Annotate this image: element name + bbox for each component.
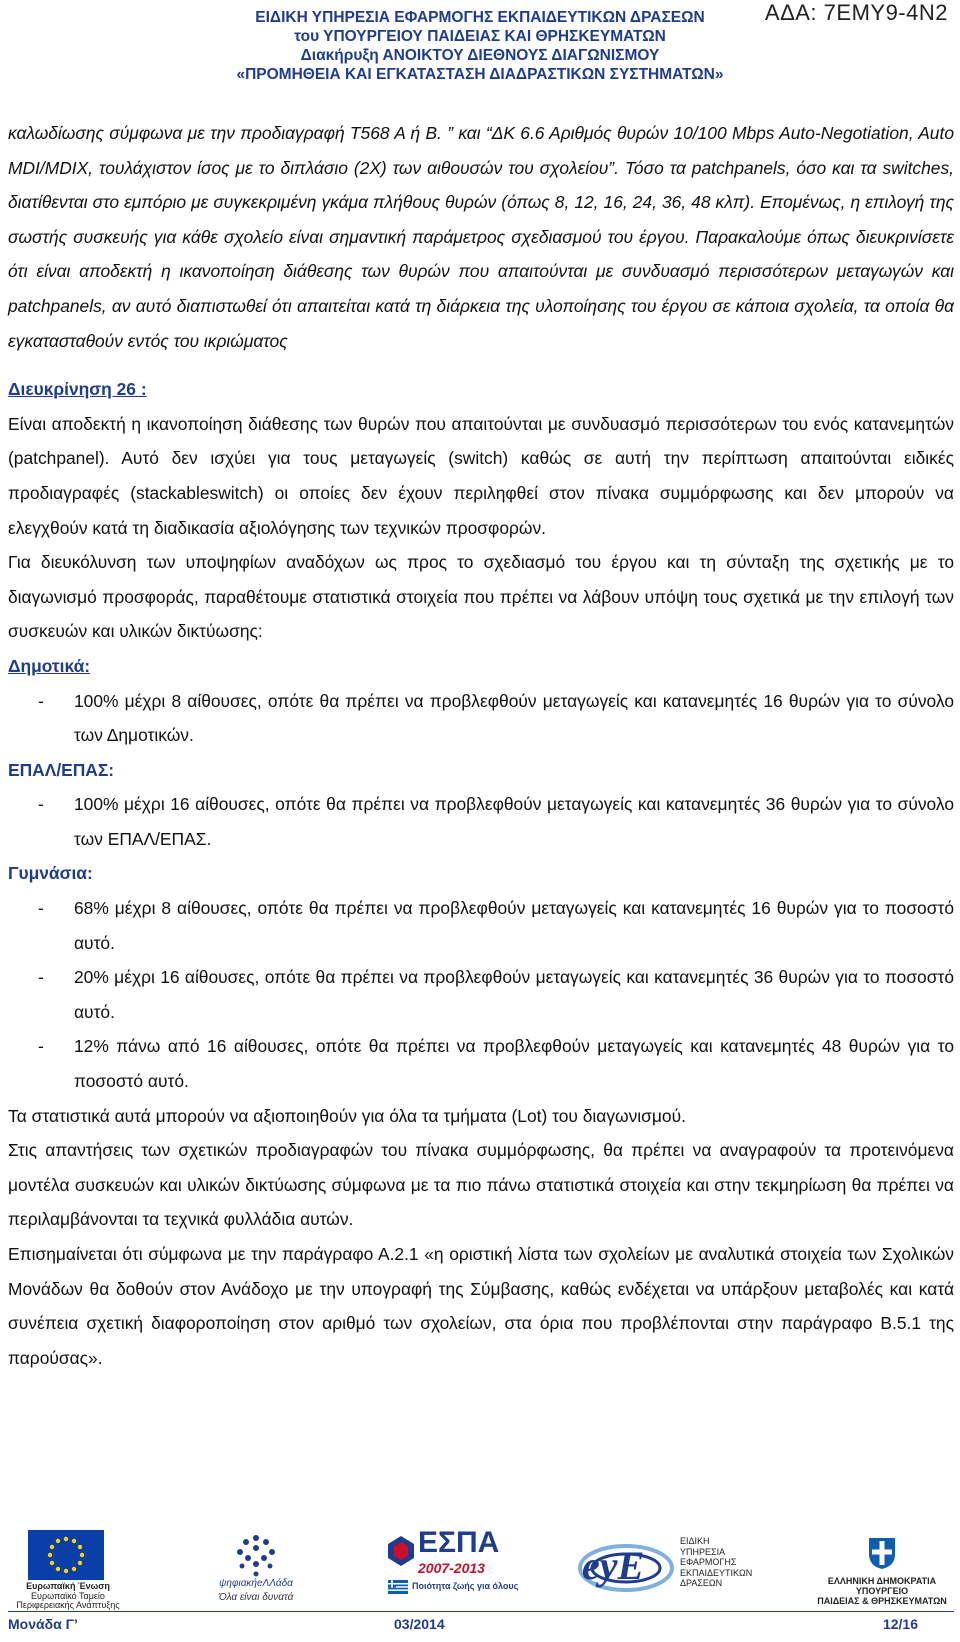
espa-slogan: Ποιότητα ζωής για όλους (412, 1581, 519, 1591)
footer-divider (8, 1611, 954, 1612)
list-dash: - (38, 898, 44, 919)
list-item-text: 12% πάνω από 16 αίθουσες, οπότε θα πρέπει να προβλεφθούν μεταγωγείς και κατανεμητές 48 θυρών για το ποσοστό αυτό. (74, 1036, 954, 1092)
page-footer (8, 1614, 954, 1636)
clarification-title: Διευκρίνηση 26 : (8, 379, 147, 400)
ministry-logo (812, 1530, 952, 1610)
paragraph-statistics: Τα στατιστικά αυτά μπορούν να αξιοποιηθούν για όλα τα τμήματα (Lot) του διαγωνισμού. (8, 1105, 686, 1126)
header-line-4: «ΠΡΟΜΗΘΕΙΑ ΚΑΙ ΕΓΚΑΤΑΣΤΑΣΗ ΔΙΑΔΡΑΣΤΙΚΩΝ ΣΥΣΤΗΜΑΤΩΝ» (236, 66, 724, 83)
greek-flag-icon (388, 1580, 408, 1594)
espa-years: 2007-2013 (418, 1560, 485, 1576)
list-dash: - (38, 794, 44, 815)
header-line-3: Διακήρυξη ΑΝΟΙΚΤΟΥ ΔΙΕΘΝΟΥΣ ΔΙΑΓΩΝΙΣΜΟΥ (300, 47, 660, 64)
list-item-text: 100% μέχρι 8 αίθουσες, οπότε θα πρέπει να προβλεφθούν μεταγωγείς και κατανεμητές 16 θυρών για το σύνολο των Δημοτικών. (74, 690, 954, 746)
footer-page-number: 12/16 (882, 1616, 918, 1632)
header-line-2: του ΥΠΟΥΡΓΕΙΟΥ ΠΑΙΔΕΙΑΣ ΚΑΙ ΘΡΗΣΚΕΥΜΑΤΩΝ (294, 28, 666, 45)
document-header (0, 8, 960, 84)
digital-greece-name: ψηφιακήeΛΛάδα (219, 1578, 293, 1589)
ministry-line-3: ΠΑΙΔΕΙΑΣ & ΘΡΗΣΚΕΥΜΑΤΩΝ (817, 1596, 947, 1606)
ministry-line-1: ΕΛΛΗΝΙΚΗ ΔΗΜΟΚΡΑΤΙΑ (827, 1576, 937, 1586)
footer-unit: Μονάδα Γ’ (8, 1616, 78, 1632)
group-title-epal: ΕΠΑΛ/ΕΠΑΣ: (8, 759, 115, 780)
clarification-paragraph-1: Είναι αποδεκτή η ικανοποίηση διάθεσης των θυρών που απαιτούνται με συνδυασμό περισσότερων του ενός κατανεμητών (patchpanel). Αυτό δεν ισχύει για τους μεταγωγείς (switch) καθώς σε αυτή την περίπτωση απαιτούνται ειδικές προδιαγραφές (stackableswitch) οι οποίες δεν έχουν περιληφθεί στον πίνακα συμμόρφωσης και δεν μπορούν να ελεγχθούν κατά τη διαδικασία αξιολόγησης των τεχνικών προσφορών. (8, 413, 954, 538)
eu-logo-line-1: Ευρωπαϊκή Ένωση (26, 1581, 110, 1591)
greek-coat-of-arms-icon (867, 1536, 897, 1570)
eye-logo-mark: eyE (582, 1543, 645, 1588)
list-item-text: 100% μέχρι 16 αίθουσες, οπότε θα πρέπει να προβλεφθούν μεταγωγείς και κατανεμητές 36 θυρών για το σύνολο των ΕΠΑΛ/ΕΠΑΣ. (74, 794, 954, 849)
espa-logo (388, 1526, 519, 1610)
espa-emblem-icon (388, 1536, 414, 1566)
list-item (8, 960, 954, 1029)
question-text: καλωδίωσης σύμφωνα με την προδιαγραφή T568 A ή B. ” και “ΔΚ 6.6 Αριθμός θυρών 10/100 Mbps Auto-Negotiation, Auto MDI/MDIX, τουλάχιστον ίσος με το διπλάσιο (2X) των αιθουσών του σχολείου”. Τόσο τα patchpanels, όσο και τα switches, διατίθενται στο εμπόριο με συγκεκριμένη γκάμα πλήθους θυρών (όπως 8, 12, 16, 24, 36, 48 κλπ). Επομένως, η επιλογή της σωστής συσκευής για κάθε σχολείο είναι σημαντική παράμετρος σχεδιασμού του έργου. Παρακαλούμε όπως διευκρινίσετε ότι είναι αποδεκτή η ικανοποίηση διάθεσης των θυρών που απαιτούνται με συνδυασμό περισσότερων μεταγωγών και patchpanels, αν αυτό διαπιστωθεί ότι απαιτείται κατά τη διάρκεια της υλοποίησης του έργου σε κάποια σχολεία, τα οποία θα εγκατασταθούν εντός του ικριώματος (8, 123, 954, 351)
digital-greece-slogan: Όλα είναι δυνατά (218, 1592, 294, 1603)
page-content (8, 116, 954, 1375)
paragraph-compliance: Στις απαντήσεις των σχετικών προδιαγραφών του πίνακα συμμόρφωσης, θα πρέπει να αναγραφούν τα προτεινόμενα μοντέλα συσκευών και υλικών δικτύωσης σύμφωνα με τα πιο πάνω στατιστικά στοιχεία και στην τεκμηρίωση θα πρέπει να περιλαμβάνονται τα τεχνικά φυλλάδια αυτών. (8, 1140, 954, 1230)
digital-greece-logo (186, 1532, 326, 1610)
eye-logo-text (680, 1536, 752, 1589)
list-item (8, 787, 954, 856)
group-title-dimotika: Δημοτικά: (8, 655, 91, 676)
eye-logo-line-3: ΕΦΑΡΜΟΓΗΣ (680, 1557, 737, 1567)
ada-stamp: ΑΔΑ: 7ΕΜΥ9-4Ν2 (764, 0, 948, 25)
list-item-text: 68% μέχρι 8 αίθουσες, οπότε θα πρέπει να προβλεφθούν μεταγωγείς και κατανεμητές 16 θυρών για το ποσοστό αυτό. (74, 898, 954, 953)
list-item-text: 20% μέχρι 16 αίθουσες, οπότε θα πρέπει να προβλεφθούν μεταγωγείς και κατανεμητές 36 θυρών για το ποσοστό αυτό. (74, 967, 954, 1022)
list-dash: - (38, 1036, 44, 1057)
eye-logo (576, 1536, 772, 1610)
footer-logos (0, 1526, 960, 1610)
list-item (8, 891, 954, 960)
list-dash: - (38, 690, 44, 711)
clarification-paragraph-2: Για διευκόλυνση των υποψηφίων αναδόχων ως προς το σχεδιασμό του έργου και τη σύνταξη της σχετικής με το διαγωνισμό προσφοράς, παραθέτουμε στατιστικά στοιχεία που πρέπει να λάβουν υπόψη τους σχετικά με την επιλογή των συσκευών και υλικών δικτύωσης: (8, 552, 954, 642)
ministry-line-2: ΥΠΟΥΡΓΕΙΟ (855, 1586, 909, 1596)
paragraph-note: Επισημαίνεται ότι σύμφωνα με την παράγραφο Α.2.1 «η οριστική λίστα των σχολείων με αναλυτικά στοιχεία των Σχολικών Μονάδων θα δοθούν στον Ανάδοχο με την υπογραφή της Σύμβασης, καθώς ενδέχεται να υπάρξουν μεταβολές και κατά συνέπεια σχετική διαφοροποίηση στον αριθμό των σχολείων, στα όρια που προβλέπονται στην παράγραφο Β.5.1 της παρούσας». (8, 1244, 954, 1368)
eu-logo-line-2: Ευρωπαϊκό Ταμείο (31, 1590, 105, 1601)
eye-logo-line-1: ΕΙΔΙΚΗ (680, 1536, 710, 1546)
eye-logo-line-4: ΕΚΠΑΙΔΕΥΤΙΚΩΝ (680, 1567, 753, 1578)
footer-date: 03/2014 (394, 1616, 445, 1632)
digital-greece-emblem-icon (226, 1532, 286, 1578)
list-item (8, 1029, 954, 1098)
eu-logo (8, 1530, 128, 1610)
list-item (8, 684, 954, 753)
group-title-gymnasia: Γυμνάσια: (8, 863, 93, 884)
list-dash: - (38, 967, 44, 988)
eye-logo-line-5: ΔΡΑΣΕΩΝ (680, 1578, 723, 1588)
eu-logo-line-3: Περιφερειακής Ανάπτυξης (16, 1600, 120, 1610)
espa-name: ΕΣΠΑ (418, 1526, 500, 1559)
eu-flag-icon (28, 1530, 104, 1580)
eye-logo-line-2: ΥΠΗΡΕΣΙΑ (680, 1546, 726, 1557)
header-line-1: ΕΙΔΙΚΗ ΥΠΗΡΕΣΙΑ ΕΦΑΡΜΟΓΗΣ ΕΚΠΑΙΔΕΥΤΙΚΩΝ ΔΡΑΣΕΩΝ (255, 9, 705, 26)
